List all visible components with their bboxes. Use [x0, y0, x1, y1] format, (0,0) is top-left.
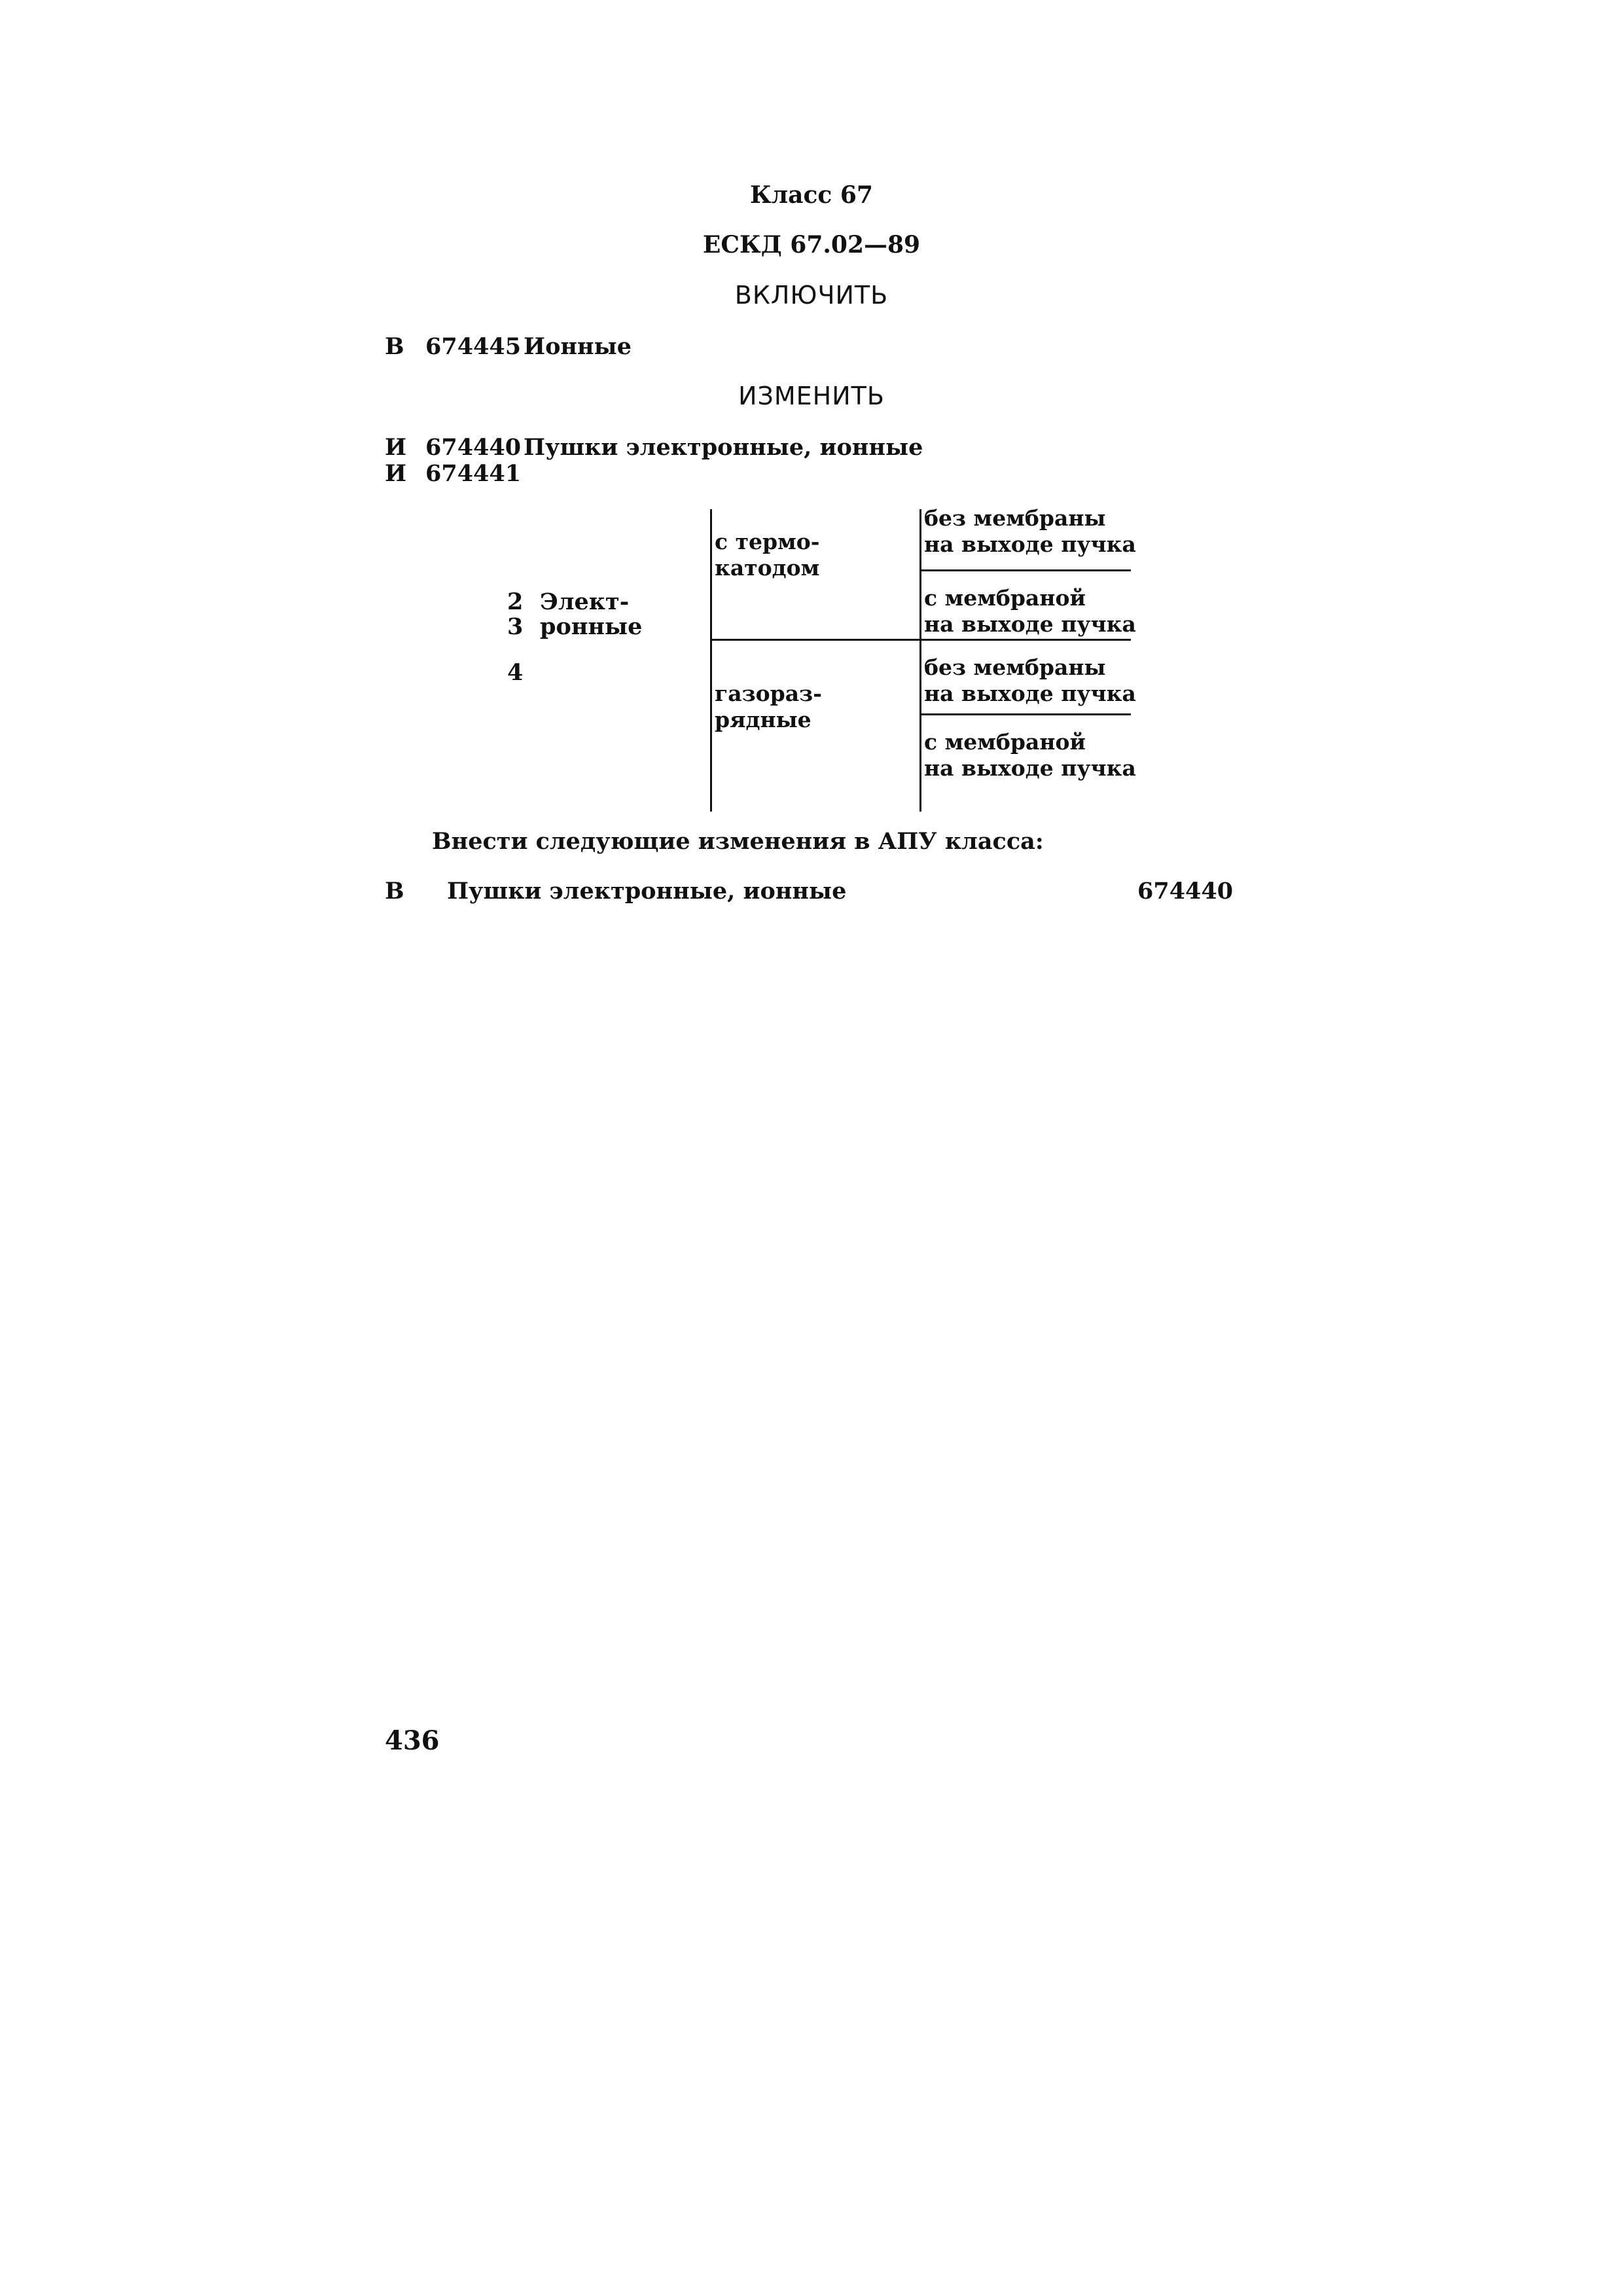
entry-text: Пушки электронные, ионные [447, 878, 847, 905]
table-horizontal-rule [921, 713, 1131, 715]
group-label: Элект- [540, 588, 630, 615]
table-horizontal-rule [921, 569, 1131, 571]
row-number: 3 [507, 613, 524, 640]
cathode-type: газораз- рядные [715, 681, 822, 732]
table-horizontal-rule [712, 639, 919, 641]
standard-designation: ЕСКД 67.02—89 [702, 231, 921, 259]
table-horizontal-rule [921, 639, 1131, 641]
row-number: 4 [507, 659, 524, 686]
table-vertical-rule [919, 509, 921, 812]
table-vertical-rule [710, 509, 712, 812]
row-number: 2 [507, 588, 524, 615]
cathode-type: с термо- катодом [715, 529, 820, 581]
entry-mark: В [385, 333, 404, 360]
membrane-option: с мембраной на выходе пучка [924, 729, 1136, 781]
entry-mark: И [385, 434, 407, 461]
page-number: 436 [385, 1725, 440, 1756]
entry-text: Ионные [524, 333, 632, 360]
group-label: ронные [540, 613, 643, 640]
include-heading: ВКЛЮЧИТЬ [734, 281, 889, 310]
membrane-option: без мембраны на выходе пучка [924, 655, 1136, 706]
entry-text: Пушки электронные, ионные [524, 434, 923, 461]
entry-code: 674440 [1137, 878, 1234, 905]
class-title: Класс 67 [750, 181, 873, 209]
apu-intro: Внести следующие изменения в АПУ класса: [432, 828, 1044, 855]
change-heading: ИЗМЕНИТЬ [738, 382, 885, 410]
entry-mark: И [385, 460, 407, 487]
entry-mark: В [385, 878, 404, 905]
membrane-option: с мембраной на выходе пучка [924, 585, 1136, 637]
entry-code: 674440 [425, 434, 522, 461]
membrane-option: без мембраны на выходе пучка [924, 505, 1136, 557]
entry-code: 674445 [425, 333, 522, 360]
entry-code: 674441 [425, 460, 522, 487]
